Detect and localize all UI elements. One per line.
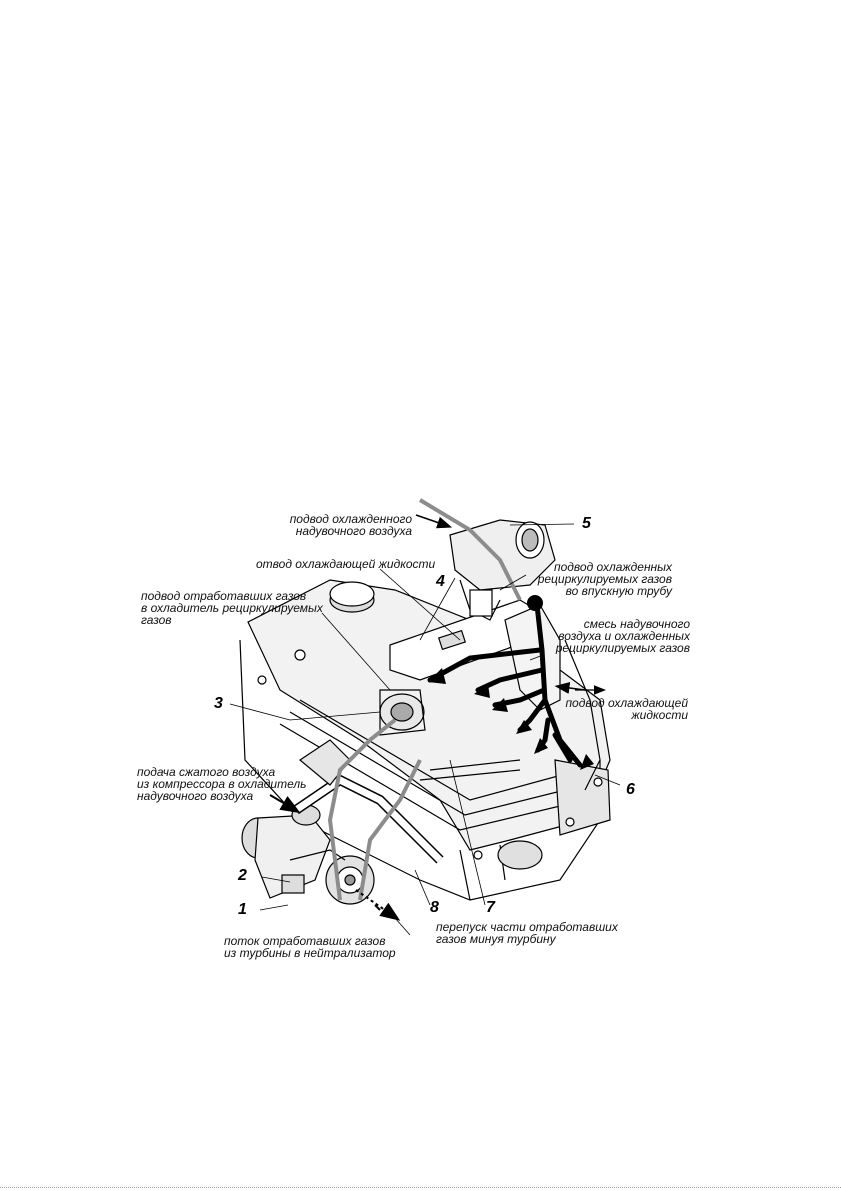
label-mixture: смесь надувочного воздуха и охлажденных рециркулируемых газов	[555, 618, 690, 654]
callout-4: 4	[436, 573, 445, 590]
callout-8: 8	[430, 899, 439, 916]
label-egr-cooler-inlet: подвод отработавших газов в охладитель рециркулируемых газов	[141, 589, 323, 627]
label-egr-to-intake: подвод охлажденных рециркулируемых газов во впускную трубу	[537, 560, 672, 598]
callout-3: 3	[214, 695, 223, 712]
callout-7: 7	[486, 899, 495, 916]
callout-6: 6	[626, 781, 635, 798]
page-bottom-edge	[0, 1187, 841, 1188]
callout-2: 2	[238, 867, 247, 884]
label-coolant-outlet: отвод охлаждающей жидкости	[256, 557, 436, 571]
label-charge-air-inlet: подвод охлажденного надувочного воздуха	[289, 512, 412, 538]
label-coolant-inlet: подвод охлаждающей жидкости	[565, 696, 688, 722]
label-compressed-air: подача сжатого воздуха из компрессора в охладитель надувочного воздуха	[137, 765, 307, 803]
label-bypass: перепуск части отработавших газов минуя турбину	[436, 920, 618, 946]
callout-5: 5	[582, 515, 591, 532]
flow-junction	[527, 595, 543, 611]
turbocharger	[242, 815, 374, 904]
label-exhaust-flow: поток отработавших газов из турбины в нейтрализатор	[224, 934, 396, 960]
callout-1: 1	[238, 901, 247, 918]
